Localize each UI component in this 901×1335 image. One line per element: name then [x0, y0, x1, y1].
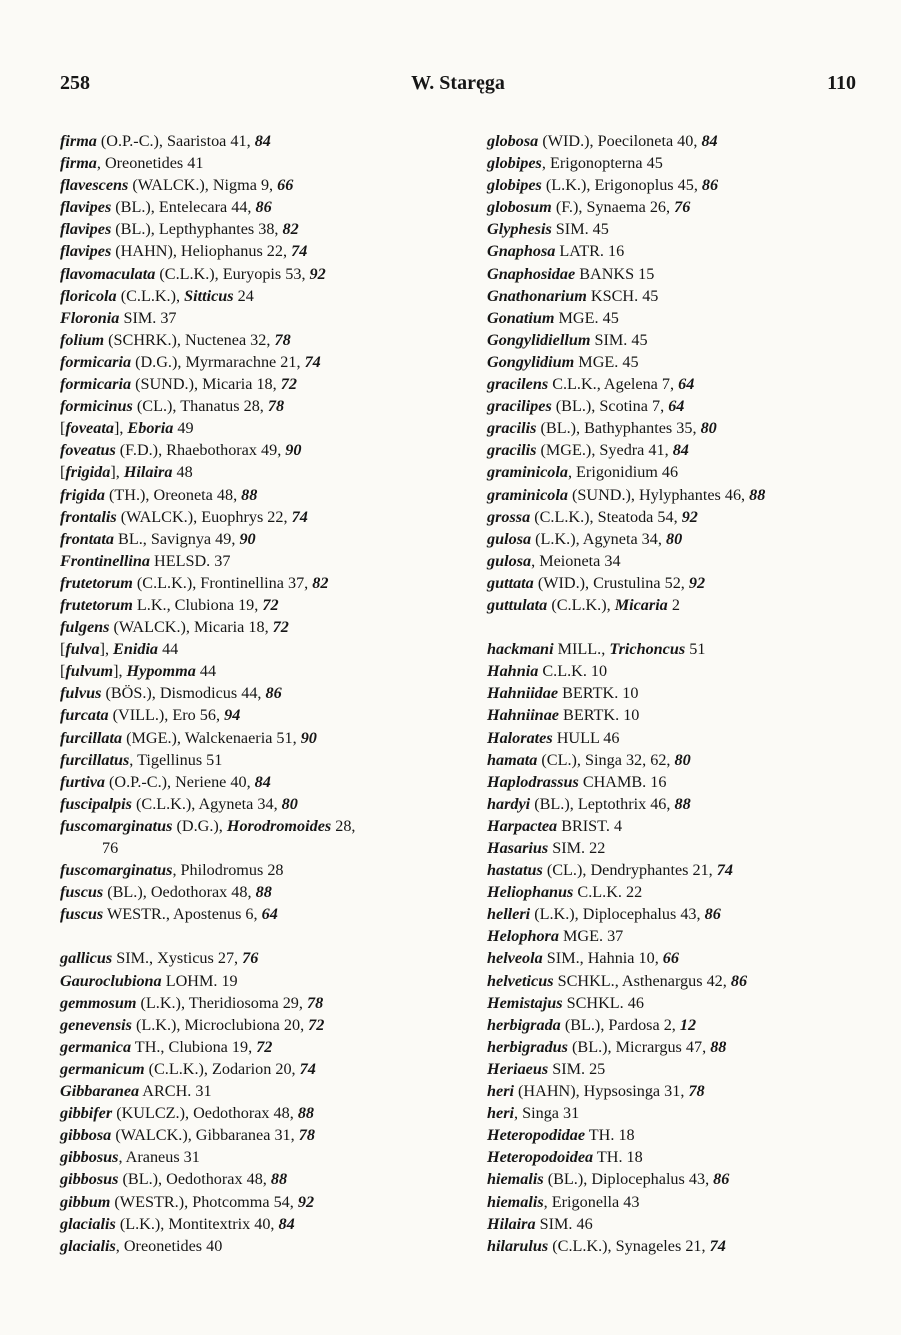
index-entry: furtiva (O.P.-C.), Neriene 40, 84 — [60, 772, 271, 791]
index-entry: frutetorum L.K., Clubiona 19, 72 — [60, 595, 279, 614]
index-entry: helveola SIM., Hahnia 10, 66 — [487, 949, 679, 968]
index-entry: formicinus (CL.), Thanatus 28, 78 — [60, 397, 285, 416]
index-entry: hastatus (CL.), Dendryphantes 21, 74 — [487, 861, 733, 880]
index-entry: heri, Singa 31 — [487, 1104, 580, 1123]
index-entry: floricola (C.L.K.), Sitticus 24 — [60, 286, 254, 305]
index-column-left — [60, 130, 450, 1257]
index-entry: graminicola, Erigonidium 46 — [487, 463, 679, 482]
index-entry: Heteropodidae TH. 18 — [487, 1126, 635, 1145]
index-entry: heri (HAHN), Hypsosinga 31, 78 — [487, 1082, 705, 1101]
index-entry: grossa (C.L.K.), Steatoda 54, 92 — [487, 507, 698, 526]
index-entry: globipes, Erigonopterna 45 — [487, 154, 663, 173]
index-entry: Hahnia C.L.K. 10 — [487, 662, 608, 681]
index-entry: Haplodrassus CHAMB. 16 — [487, 772, 667, 791]
index-section-gap — [60, 925, 450, 947]
index-entry: hiemalis, Erigonella 43 — [487, 1192, 640, 1211]
index-entry: frontata BL., Savignya 49, 90 — [60, 529, 256, 548]
index-entry: gulosa, Meioneta 34 — [487, 551, 621, 570]
index-entry: gracilipes (BL.), Scotina 7, 64 — [487, 397, 685, 416]
index-entry: gracilis (BL.), Bathyphantes 35, 80 — [487, 419, 717, 438]
index-entry: formicaria (SUND.), Micaria 18, 72 — [60, 375, 297, 394]
index-entry: hardyi (BL.), Leptothrix 46, 88 — [487, 794, 691, 813]
index-entry: herbigradus (BL.), Micrargus 47, 88 — [487, 1037, 727, 1056]
index-entry: globosum (F.), Synaema 26, 76 — [487, 198, 691, 217]
index-entry: firma (O.P.-C.), Saaristoa 41, 84 — [60, 132, 271, 150]
index-entry: Hemistajus SCHKL. 46 — [487, 993, 644, 1012]
index-entry: germanica TH., Clubiona 19, 72 — [60, 1037, 273, 1056]
index-entry: Hasarius SIM. 22 — [487, 839, 606, 857]
index-entry: helveticus SCHKL., Asthenargus 42, 86 — [487, 971, 748, 990]
index-entry: flavipes (BL.), Entelecara 44, 86 — [60, 198, 272, 217]
index-entry: globosa (WID.), Poeciloneta 40, 84 — [487, 132, 718, 150]
index-entry: flavomaculata (C.L.K.), Euryopis 53, 92 — [60, 264, 326, 283]
index-entry: [fulva], Enidia 44 — [60, 640, 179, 659]
index-entry: flavipes (BL.), Lepthyphantes 38, 82 — [60, 220, 299, 239]
index-entry: foveatus (F.D.), Rhaebothorax 49, 90 — [60, 441, 302, 460]
index-entry: Helophora MGE. 37 — [487, 927, 624, 946]
index-entry: Heliophanus C.L.K. 22 — [487, 883, 643, 902]
index-entry: firma, Oreonetides 41 — [60, 154, 204, 173]
index-entry: glacialis (L.K.), Montitextrix 40, 84 — [60, 1214, 295, 1233]
index-entry: frutetorum (C.L.K.), Frontinellina 37, 82 — [60, 573, 329, 592]
index-entry: gibbosus, Araneus 31 — [60, 1148, 200, 1167]
page-number-left: 258 — [60, 72, 90, 94]
index-entry: guttulata (C.L.K.), Micaria 2 — [487, 595, 680, 614]
index-entry: gulosa (L.K.), Agyneta 34, 80 — [487, 529, 683, 548]
index-entry: gracilis (MGE.), Syedra 41, 84 — [487, 441, 689, 460]
index-entry: guttata (WID.), Crustulina 52, 92 — [487, 573, 706, 592]
index-entry: Heriaeus SIM. 25 — [487, 1059, 606, 1078]
index-entry: fuscomarginatus, Philodromus 28 — [60, 861, 284, 880]
index-entry: fuscus WESTR., Apostenus 6, 64 — [60, 905, 278, 924]
index-entry: fuscomarginatus (D.G.), Horodromoides 28, — [60, 816, 356, 835]
index-entry: Gibbaranea ARCH. 31 — [60, 1082, 212, 1101]
index-entry: germanicum (C.L.K.), Zodarion 20, 74 — [60, 1059, 316, 1078]
index-entry: Gongylidiellum SIM. 45 — [487, 330, 648, 349]
index-entry: fulvus (BÖS.), Dismodicus 44, 86 — [60, 684, 282, 703]
index-entry: globipes (L.K.), Erigonoplus 45, 86 — [487, 176, 719, 195]
index-entry: gibbosus (BL.), Oedothorax 48, 88 — [60, 1170, 288, 1189]
index-entry: herbigrada (BL.), Pardosa 2, 12 — [487, 1015, 697, 1034]
index-entry: 76 — [102, 839, 119, 857]
index-entry: Gnaphosidae BANKS 15 — [487, 264, 655, 283]
index-entry: Gnaphosa LATR. 16 — [487, 242, 625, 261]
index-entry: helleri (L.K.), Diplocephalus 43, 86 — [487, 905, 721, 924]
index-entry: gracilens C.L.K., Agelena 7, 64 — [487, 375, 695, 394]
index-entry: Halorates HULL 46 — [487, 728, 620, 747]
index-entry: folium (SCHRK.), Nuctenea 32, 78 — [60, 330, 291, 349]
index-entry: Gnathonarium KSCH. 45 — [487, 286, 659, 305]
page-number-right: 110 — [827, 72, 856, 94]
index-entry: frigida (TH.), Oreoneta 48, 88 — [60, 485, 258, 504]
index-entry: furcillata (MGE.), Walckenaeria 51, 90 — [60, 728, 317, 747]
index-entry: hamata (CL.), Singa 32, 62, 80 — [487, 750, 691, 769]
index-entry: [foveata], Eboria 49 — [60, 419, 194, 438]
index-entry: Gongylidium MGE. 45 — [487, 352, 639, 371]
index-entry: glacialis, Oreonetides 40 — [60, 1236, 223, 1255]
index-entry: formicaria (D.G.), Myrmarachne 21, 74 — [60, 352, 321, 371]
index-entry: [fulvum], Hypomma 44 — [60, 662, 217, 681]
index-entry: flavipes (HAHN), Heliophanus 22, 74 — [60, 242, 308, 261]
index-entry: Heteropodoidea TH. 18 — [487, 1148, 643, 1167]
index-entry: flavescens (WALCK.), Nigma 9, 66 — [60, 176, 294, 195]
index-entry: hackmani MILL., Trichoncus 51 — [487, 640, 706, 659]
index-entry: Harpactea BRIST. 4 — [487, 816, 623, 835]
index-entry: furcillatus, Tigellinus 51 — [60, 750, 223, 769]
index-entry: fulgens (WALCK.), Micaria 18, 72 — [60, 618, 289, 637]
index-entry: fuscus (BL.), Oedothorax 48, 88 — [60, 883, 272, 902]
index-entry: furcata (VILL.), Ero 56, 94 — [60, 706, 241, 725]
index-entry: Gauroclubiona LOHM. 19 — [60, 971, 238, 990]
index-entry: gallicus SIM., Xysticus 27, 76 — [60, 949, 259, 968]
index-entry: hiemalis (BL.), Diplocephalus 43, 86 — [487, 1170, 730, 1189]
index-column-right — [487, 130, 863, 1257]
index-entry: gibbum (WESTR.), Photcomma 54, 92 — [60, 1192, 315, 1211]
index-entry: frontalis (WALCK.), Euophrys 22, 74 — [60, 507, 308, 526]
running-title: W. Staręga — [411, 72, 505, 94]
index-entry: gemmosum (L.K.), Theridiosoma 29, 78 — [60, 993, 324, 1012]
index-entry: Gonatium MGE. 45 — [487, 308, 619, 327]
index-entry: Hilaira SIM. 46 — [487, 1214, 593, 1233]
index-entry: gibbifer (KULCZ.), Oedothorax 48, 88 — [60, 1104, 315, 1123]
page-header — [60, 72, 856, 96]
index-entry: Hahniinae BERTK. 10 — [487, 706, 640, 725]
index-entry: fuscipalpis (C.L.K.), Agyneta 34, 80 — [60, 794, 298, 813]
index-entry: hilarulus (C.L.K.), Synageles 21, 74 — [487, 1236, 726, 1255]
index-entry: Frontinellina HELSD. 37 — [60, 551, 231, 570]
index-entry: [frigida], Hilaira 48 — [60, 463, 193, 482]
index-entry: gibbosa (WALCK.), Gibbaranea 31, 78 — [60, 1126, 315, 1145]
index-entry: Glyphesis SIM. 45 — [487, 220, 609, 239]
index-entry: graminicola (SUND.), Hylyphantes 46, 88 — [487, 485, 766, 504]
index-entry: genevensis (L.K.), Microclubiona 20, 72 — [60, 1015, 325, 1034]
index-entry: Floronia SIM. 37 — [60, 308, 177, 327]
index-entry: Hahniidae BERTK. 10 — [487, 684, 639, 703]
index-section-gap — [487, 616, 863, 638]
